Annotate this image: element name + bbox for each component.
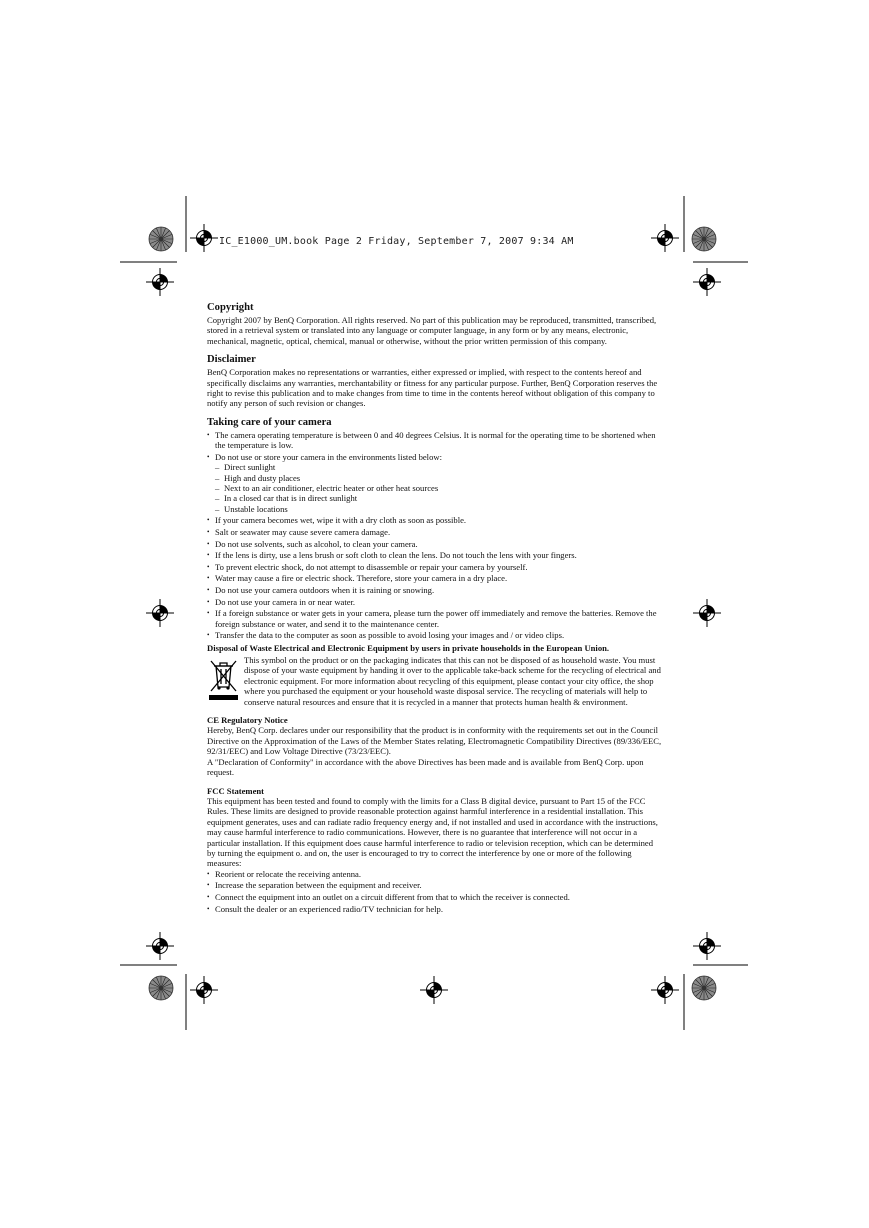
list-item: • Reorient or relocate the receiving antenna. [207,869,662,879]
care-section [207,417,662,641]
disclaimer-section [207,354,662,409]
list-item: – Direct sunlight [215,462,662,472]
list-item: • Connect the equipment into an outlet on a circuit different from that to which the receiver is connected. [207,892,662,902]
weee-text: This symbol on the product or on the packaging indicates that this can not be disposed of as household waste. You must dispose of your waste equipment by handing it over to the applicable take-back scheme for the recycling of electrical and electronic equipment. For more information about recycling of this equipment, please contact your city office, the shop where you purchased the equipment or your household waste disposal service. The recycling of materials will help to conserve natural resources and ensure that it is recycled in a manner that protects human health & environment. [244,655,661,707]
weee-heading: Disposal of Waste Electrical and Electronic Equipment by users in private households in the European Union. [207,642,610,653]
list-item: – High and dusty places [215,473,662,483]
disclaimer-text: BenQ Corporation makes no representations or warranties, either expressed or implied, with respect to the contents hereof and specifically disclaims any warranties, merchantability or fitness for any particular purpose. Further, BenQ Corporation reserves the right to revise this publication and to make changes from time to time in the contents hereof without obligation of this company to notify any person of such revision or changes. [207,367,658,409]
copyright-text: Copyright 2007 by BenQ Corporation. All rights reserved. No part of this publication may be reproduced, transmitted, transcribed, stored in a retrieval system or translated into any language or computer language, in any form or by any means, electronic, mechanical, magnetic, optical, chemical, manual or otherwise, without the prior written permission of this company. [207,315,657,346]
weee-section [207,643,662,707]
ce-heading: CE Regulatory Notice [207,715,288,726]
list-item: • Consult the dealer or an experienced radio/TV technician for help. [207,904,662,914]
crossed-bin-icon [207,655,240,707]
list-item: – Next to an air conditioner, electric heater or other heat sources [215,483,662,493]
file-slug: IC_E1000_UM.book Page 2 Friday, September 7, 2007 9:34 AM [219,236,574,247]
list-item: • Do not use your camera in or near water. [207,597,662,607]
list-item: – Unstable locations [215,504,662,514]
fcc-text: This equipment has been tested and found to comply with the limits for a Class B digital device, pursuant to Part 15 of the FCC Rules. These limits are designed to provide reasonable protection against harmful interference in a residential installation. This equipment generates, uses and can radiate radio frequency energy and, if not installed and used in accordance with the instructions, may cause harmful interference to radio communications. However, there is no guarantee that interference will not occur in a particular installation. If this equipment does cause harmful interference to radio or television reception, which can be determined by turning the equipment o. and on, the user is encouraged to try to correct the interference by one or more of the following measures: [207,795,658,869]
list-item: • Increase the separation between the equipment and receiver. [207,880,662,890]
ce-section [207,715,662,777]
list-item: • Do not use your camera outdoors when it is raining or snowing. [207,585,662,595]
list-item: • To prevent electric shock, do not attempt to disassemble or repair your camera by yourself. [207,562,662,572]
list-item: • Do not use solvents, such as alcohol, to clean your camera. [207,539,662,549]
list-item: • The camera operating temperature is between 0 and 40 degrees Celsius. It is normal for the operating time to be shortened when the temperature is low. [207,430,662,451]
list-item: • If your camera becomes wet, wipe it with a dry cloth as soon as possible. [207,515,662,525]
ce-text: Hereby, BenQ Corp. declares under our responsibility that the product is in conformity with the requirements set out in the Council Directive on the Approximation of the Laws of the Member States relating, Electromagnetic Compatibility Directives (89/336/EEC, 92/31/EEC) and Low Voltage Directive (73/23/EEC). [207,725,662,757]
list-item: • If a foreign substance or water gets in your camera, please turn the power off immediately and remove the batteries. Remove the foreign substance or water, and send it to the maintenance center. [207,608,662,629]
copyright-heading: Copyright [207,302,254,313]
list-item: • Transfer the data to the computer as soon as possible to avoid losing your images and / or video clips. [207,630,662,640]
disclaimer-heading: Disclaimer [207,354,256,366]
copyright-section [207,302,662,346]
fcc-section [207,786,662,914]
care-list [207,430,662,641]
list-item: – In a closed car that is in direct sunlight [215,493,662,503]
document-body [207,302,662,915]
list-item: • Salt or seawater may cause severe camera damage. [207,527,662,537]
environment-list [215,462,662,514]
list-item: • Water may cause a fire or electric shock. Therefore, store your camera in a dry place. [207,573,662,583]
care-heading: Taking care of your camera [207,416,332,428]
list-item: • If the lens is dirty, use a lens brush or soft cloth to clean the lens. Do not touch the lens with your fingers. [207,550,662,560]
fcc-heading: FCC Statement [207,785,265,796]
ce-text-2: A "Declaration of Conformity" in accordance with the above Directives has been made and is available from BenQ Corp. upon request. [207,756,644,778]
fcc-list [207,869,662,914]
list-item: • Do not use or store your camera in the environments listed below: – Direct sunlight – High and dusty places – Next to an air conditioner, electric heater or other heat sources – In a closed car that is in direct sunlight – Unstable locations [207,452,662,514]
